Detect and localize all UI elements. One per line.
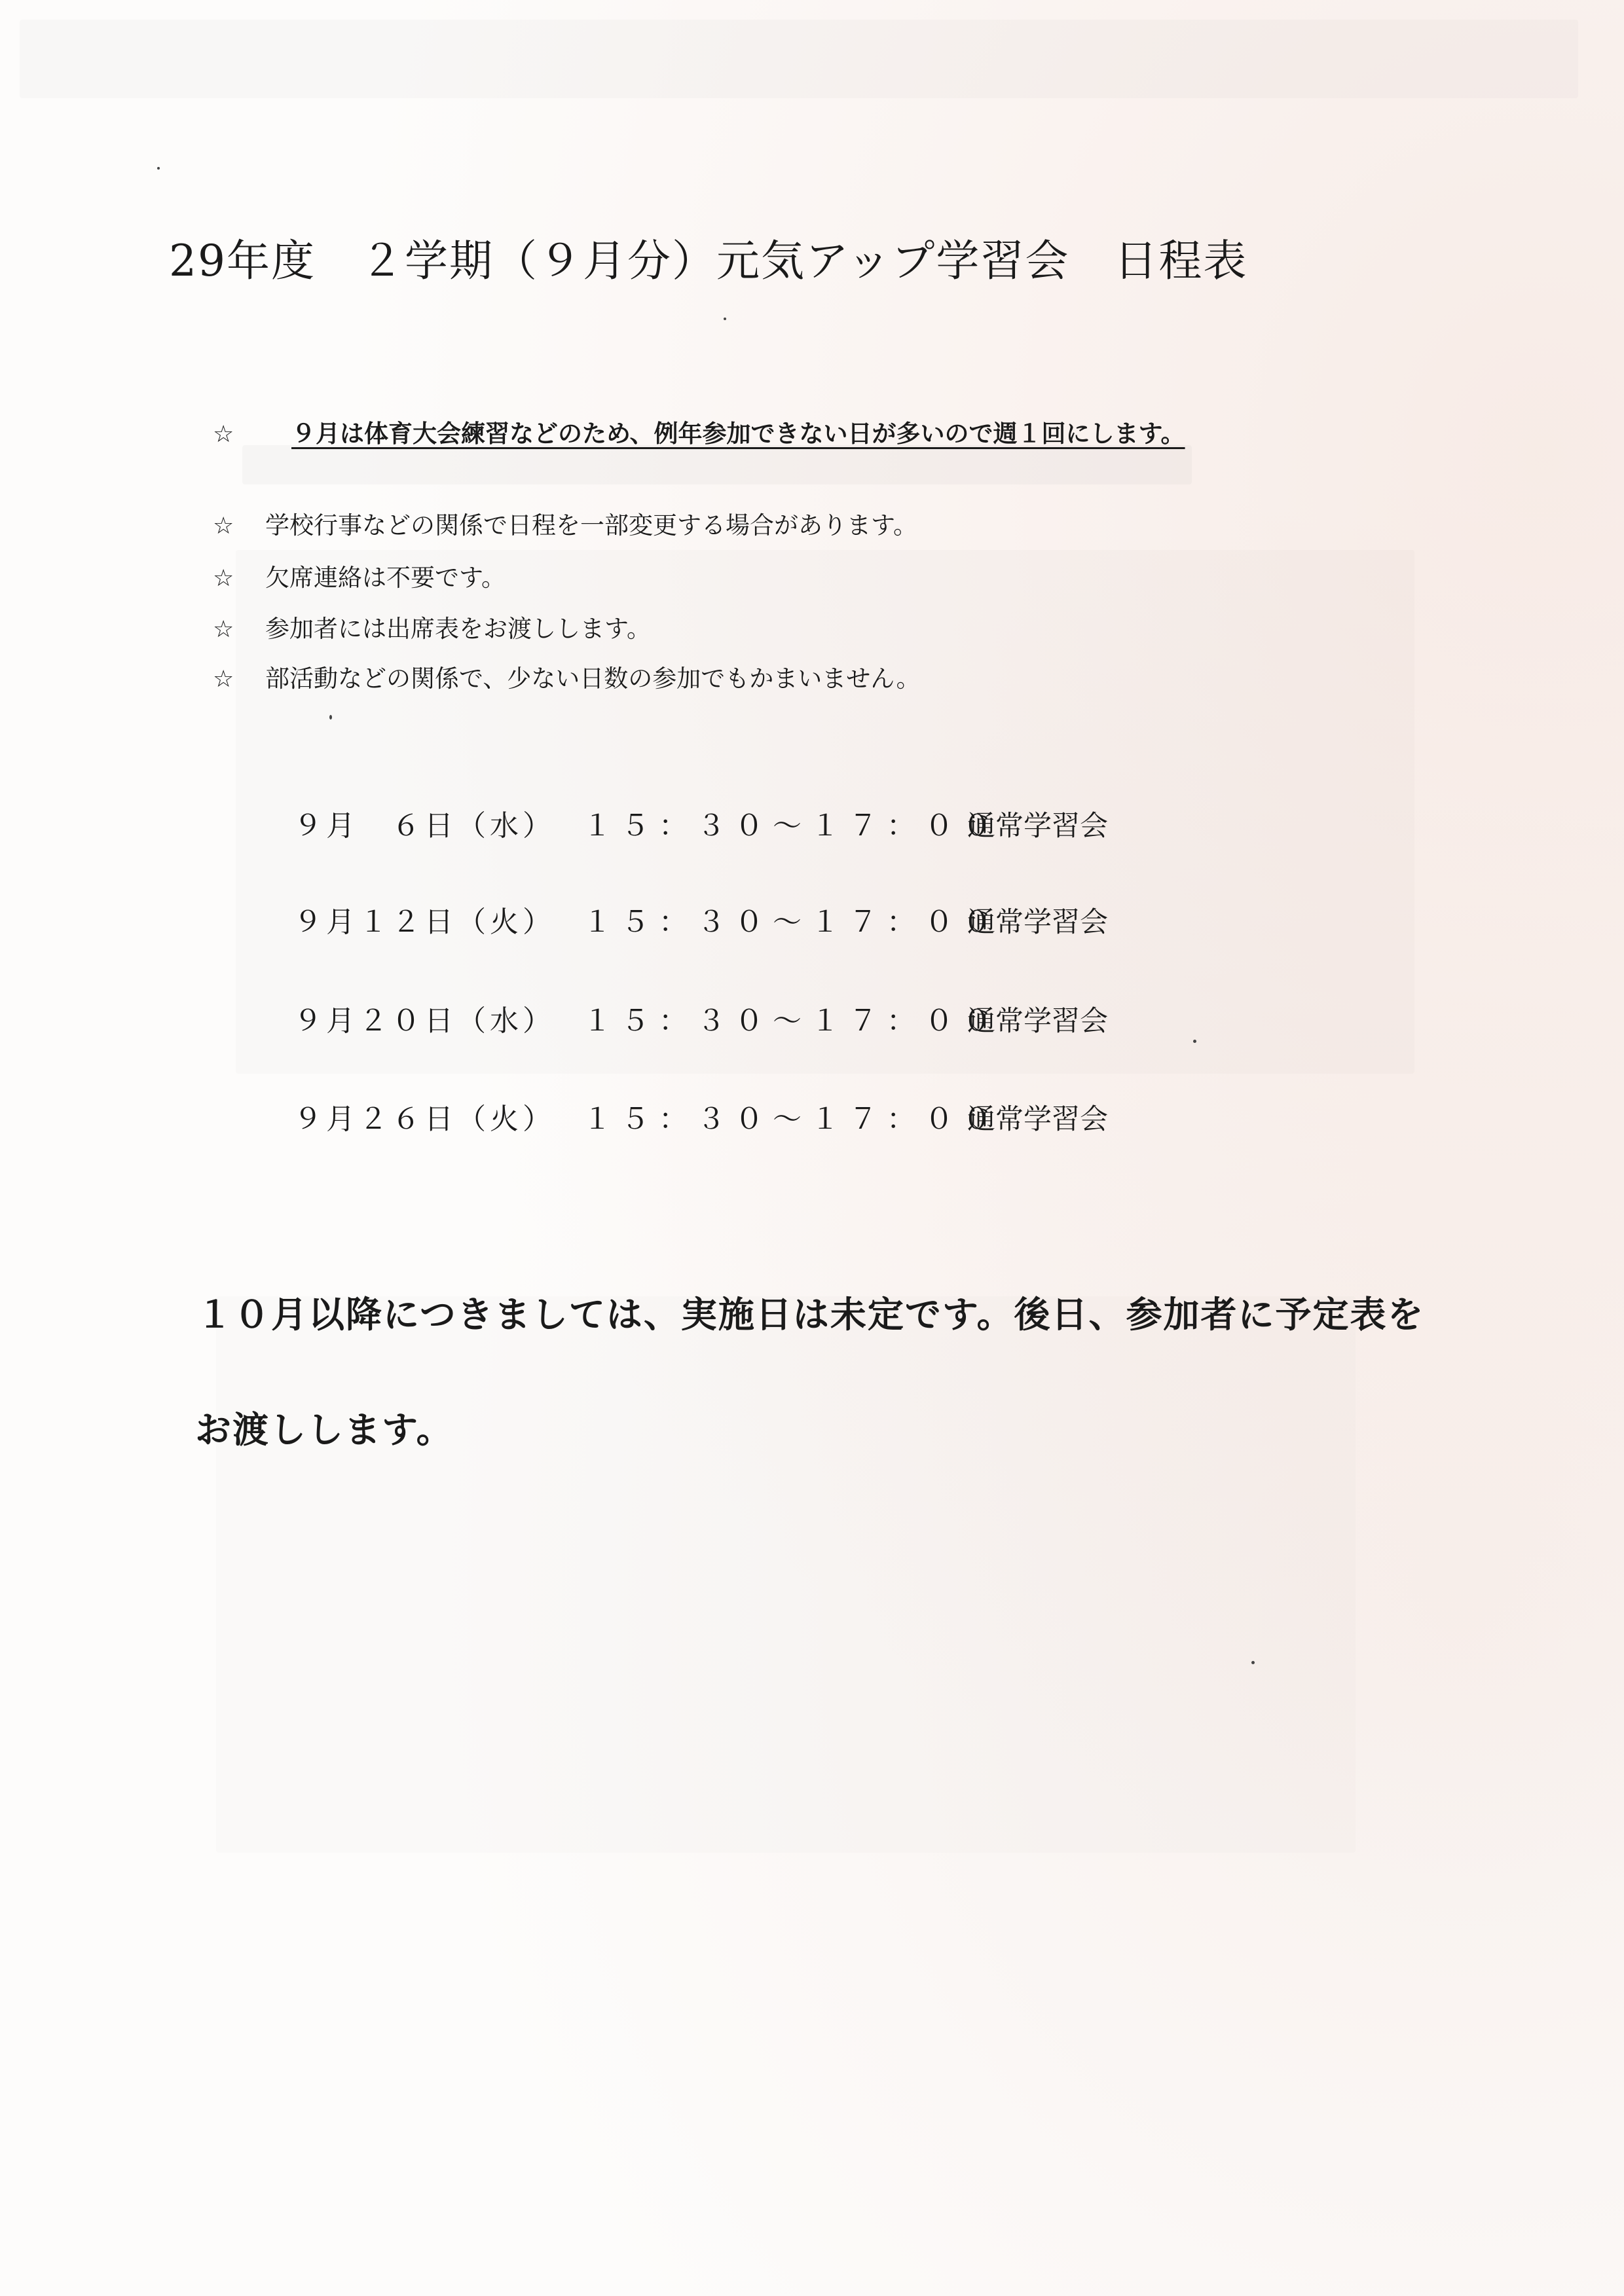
bleed-through-mark: [20, 20, 1578, 98]
closing-line-1: １０月以降につきましては、実施日は未定です。後日、参加者に予定表を: [196, 1293, 1425, 1336]
schedule-date: ９月２６日（火）: [293, 1102, 555, 1136]
scan-speck: [157, 167, 160, 170]
closing-line-2: お渡しします。: [195, 1408, 454, 1451]
schedule-row: [293, 997, 1108, 1039]
schedule-date: ９月１２日（火）: [293, 905, 555, 939]
schedule-type: 通常学習会: [967, 1103, 1108, 1136]
schedule-type: 通常学習会: [967, 1005, 1108, 1038]
star-icon: ☆: [213, 565, 234, 592]
scan-speck: [1193, 1040, 1196, 1043]
schedule-time: １５：３０～１７：００: [583, 905, 1001, 939]
scan-speck: [724, 318, 726, 320]
note-text: 参加者には出席表をお渡しします。: [265, 615, 652, 643]
page-title: 29年度 ２学期（９月分）元気アップ学習会 日程表: [169, 236, 1248, 286]
main-notice-row: [213, 414, 1185, 449]
star-icon: ☆: [213, 421, 234, 448]
star-icon: ☆: [213, 616, 234, 643]
closing-paragraph: [196, 1257, 1506, 1487]
bleed-through-mark: [242, 445, 1192, 484]
schedule-row: [293, 802, 1108, 844]
schedule-date: ９月 ６日（水）: [293, 809, 555, 843]
note-text: 学校行事などの関係で日程を一部変更する場合があります。: [265, 511, 918, 539]
scan-speck: [1251, 1661, 1255, 1664]
note-text: 部活動などの関係で、少ない日数の参加でもかまいません。: [265, 665, 921, 693]
note-row: [213, 505, 917, 541]
note-row: [213, 659, 920, 694]
scan-speck: [329, 715, 332, 720]
schedule-time: １５：３０～１７：００: [583, 809, 1001, 843]
schedule-row: [293, 1095, 1108, 1137]
schedule-time: １５：３０～１７：００: [583, 1102, 1001, 1136]
schedule-time: １５：３０～１７：００: [583, 1004, 1001, 1038]
schedule-type: 通常学習会: [967, 906, 1108, 939]
star-icon: ☆: [213, 513, 234, 539]
schedule-type: 通常学習会: [967, 810, 1108, 843]
schedule-row: [293, 898, 1108, 940]
schedule-date: ９月２０日（水）: [293, 1004, 555, 1038]
note-row: [213, 609, 651, 644]
star-icon: ☆: [213, 666, 234, 693]
note-row: [213, 558, 506, 593]
main-notice: ９月は体育大会練習などのため、例年参加できない日が多いので週１回にします。: [291, 419, 1185, 448]
note-text: 欠席連絡は不要です。: [265, 564, 506, 592]
